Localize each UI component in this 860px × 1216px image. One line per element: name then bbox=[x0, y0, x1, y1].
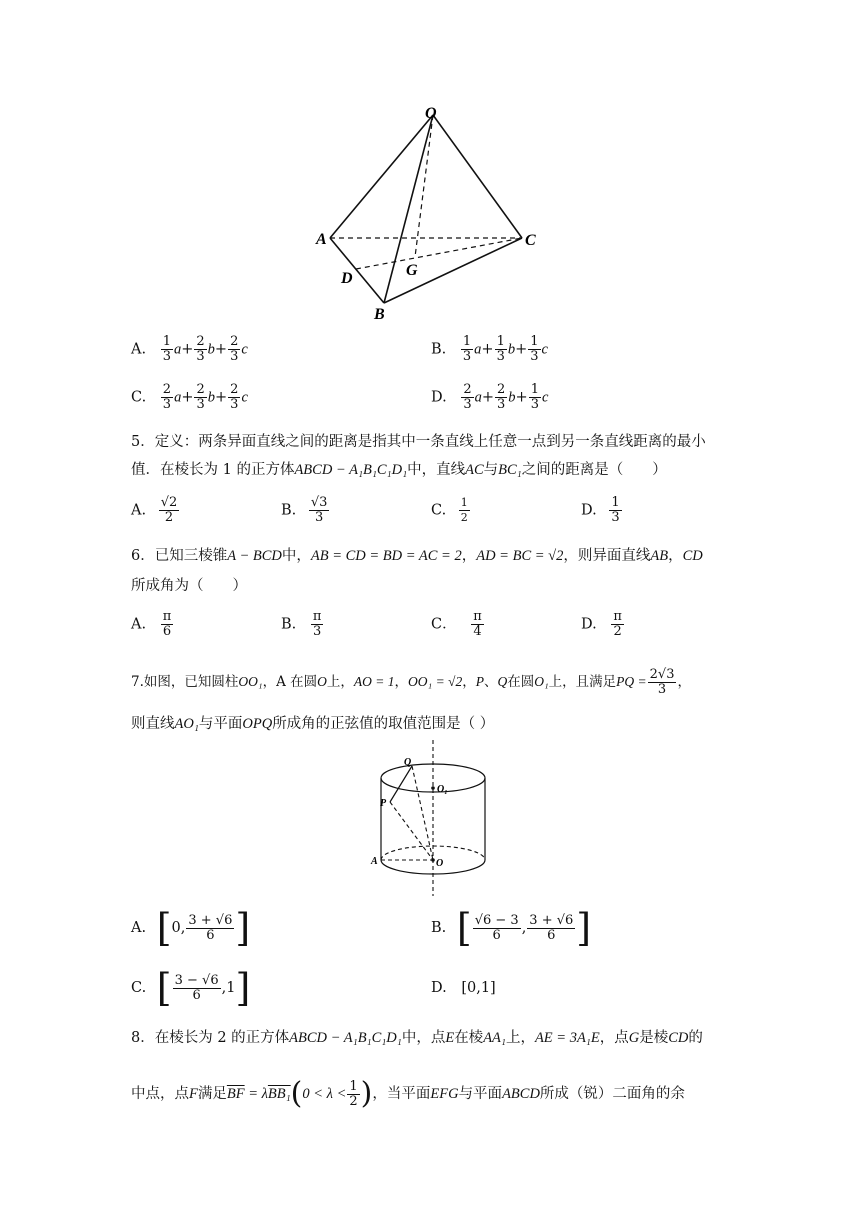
segment-DC-hidden bbox=[356, 238, 522, 269]
fig2-label-O1: O₁ bbox=[437, 784, 448, 795]
q6-line1: 6．已知三棱锥A − BCD中，AB = CD = BD = AC = 2，AD = BC = √2，则异面直线AB，CD bbox=[131, 548, 703, 564]
q5-option-c[interactable]: C. $\frac{1}{2}$ bbox=[431, 496, 468, 524]
fig2-label-P: P bbox=[380, 798, 387, 809]
segment-QP bbox=[390, 766, 412, 802]
cylinder-figure bbox=[360, 738, 500, 898]
label-B: B bbox=[374, 306, 385, 323]
q7-option-b[interactable]: B. [ $\frac{√6 - 3}{6}$ , $\frac{3 + √6}{6}$ ] bbox=[431, 906, 592, 950]
q4-option-c[interactable]: C. $\frac{2}{3}$ a+ $\frac{2}{3}$ b+ $\frac{2}{3}$ c bbox=[131, 382, 248, 412]
label-C: C bbox=[525, 232, 536, 249]
q6-option-b[interactable]: B. $\frac{\pi}{3}$ bbox=[281, 609, 322, 639]
edge-AB bbox=[330, 238, 384, 303]
q8-line2: 中点，点F满足$\overline{BF} = \lambda BB_1(0 < \lambda$ < $\frac{1}{2}$ )，当平面EFG与平面ABCD所成（锐）二面角的余 bbox=[131, 1076, 685, 1111]
q4-option-d[interactable]: D. $\frac{2}{3}$ a+ $\frac{2}{3}$ b+ $\frac{1}{3}$ c bbox=[431, 382, 549, 412]
q5-option-b[interactable]: B. $\frac{√3}{3}$ bbox=[281, 495, 328, 525]
q8-line1: 8．在棱长为 2 的正方体ABCD − A₁B₁C₁D₁中，点E在棱AA₁上，AE = 3A₁E，点G是棱CD的 bbox=[131, 1030, 703, 1046]
fig2-label-Q: Q bbox=[404, 757, 412, 768]
q6-option-d[interactable]: D. $\frac{\pi}{2}$ bbox=[581, 609, 622, 639]
tetrahedron-figure bbox=[300, 95, 560, 325]
q6-option-c[interactable]: C． $\frac{\pi}{4}$ bbox=[431, 609, 482, 639]
q7-option-a[interactable]: A. [0, $\frac{3 + √6}{6}$ ] bbox=[131, 906, 251, 950]
q5-option-a[interactable]: A. $\frac{√2}{2}$ bbox=[131, 495, 178, 525]
q5-line1: 5．定义：两条异面直线之间的距离是指其中一条直线上任意一点到另一条直线距离的最小 bbox=[131, 434, 706, 450]
q4-option-a[interactable]: A. $\frac{1}{3}$ a+ $\frac{2}{3}$ b+ $\frac{2}{3}$ c bbox=[131, 334, 248, 364]
q4-option-b[interactable]: B. $\frac{1}{3}$ a+ $\frac{1}{3}$ b+ $\frac{1}{3}$ c bbox=[431, 334, 548, 364]
q7-option-c[interactable]: C. [ $\frac{3 - √6}{6}$ ,1] bbox=[131, 966, 251, 1010]
label-D: D bbox=[341, 270, 353, 287]
fig2-label-O: O bbox=[436, 858, 444, 869]
label-G: G bbox=[406, 262, 418, 279]
edge-BC bbox=[384, 238, 522, 303]
label-O: O bbox=[425, 105, 437, 122]
q7-option-d[interactable]: D. [0,1] bbox=[431, 980, 496, 996]
point-O bbox=[431, 858, 435, 862]
edge-OC bbox=[433, 115, 522, 238]
q6-option-a[interactable]: A. $\frac{\pi}{6}$ bbox=[131, 609, 172, 639]
segment-OG-hidden bbox=[415, 115, 433, 257]
q6-line2: 所成角为（ ） bbox=[131, 578, 247, 594]
q5-option-d[interactable]: D. $\frac{1}{3}$ bbox=[581, 495, 620, 525]
point-O1 bbox=[431, 786, 435, 790]
q7-line1: 7.如图，已知圆柱OO₁，A 在圆O上，AO = 1，OO₁ = √2，P、Q在圆O₁上，且满足PQ = $\frac{2√3}{3}$ ， bbox=[131, 667, 691, 697]
fig2-label-A: A bbox=[371, 856, 378, 867]
label-A: A bbox=[316, 231, 327, 248]
q7-line2: 则直线AO₁与平面OPQ所成角的正弦值的取值范围是（ ） bbox=[131, 716, 495, 732]
q5-line2: 值．在棱长为 1 的正方体ABCD − A₁B₁C₁D₁中，直线AC与BC₁之间的距离是（ ） bbox=[131, 462, 667, 478]
